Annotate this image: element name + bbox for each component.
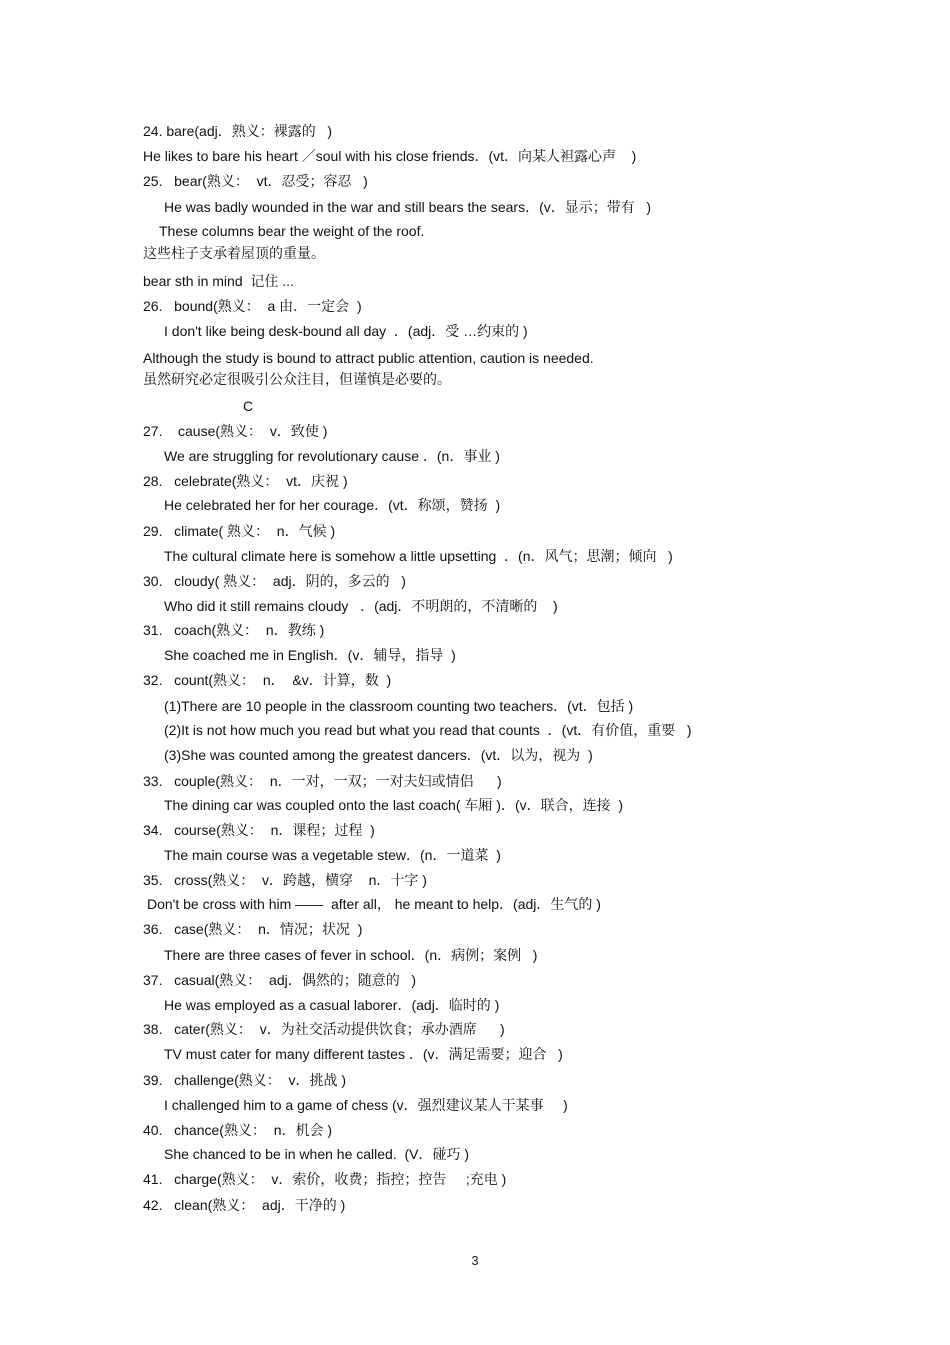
entry-32-example-3: (3)She was counted among the greatest dancers．(vt．以为，视为 ) — [164, 747, 593, 763]
entry-27-heading: 27. cause(熟义： v．致使 ) — [143, 423, 328, 439]
entry-37-example: He was employed as a casual laborer．(adj．临时的 ) — [164, 997, 500, 1013]
entry-24-heading: 24. bare(adj．熟义：裸露的 ) — [143, 123, 333, 139]
entry-30-example: Who did it still remains cloudy ．(adj．不明朗的，不清晰的 ) — [164, 598, 558, 614]
entry-26-heading: 26. bound(熟义： a 由．一定会 ) — [143, 298, 362, 314]
entry-26-example-1: I don't like being desk-bound all day ．(adj．受 …约束的 ) — [164, 323, 528, 339]
entry-29-example: The cultural climate here is somehow a little upsetting ．(n．风气；思潮；倾向 ) — [164, 548, 673, 564]
entry-41-heading: 41. charge(熟义： v．索价，收费；指控；控告 ;充电 ) — [143, 1171, 507, 1187]
entry-38-example: TV must cater for many different tastes ．(v．满足需要；迎合 ) — [164, 1046, 563, 1062]
entry-35-heading: 35. cross(熟义： v．跨越，横穿 n．十字 ) — [143, 872, 427, 888]
entry-25-translation: 这些柱子支承着屋顶的重量。 — [143, 245, 325, 261]
entry-40-example: She chanced to be in when he called. (V．碰巧 ) — [164, 1146, 470, 1162]
entry-33-heading: 33. couple(熟义： n．一对，一双；一对夫妇或情侣 ) — [143, 773, 502, 789]
entry-36-heading: 36. case(熟义： n．情况；状况 ) — [143, 921, 363, 937]
entry-40-heading: 40. chance(熟义： n．机会 ) — [143, 1122, 333, 1138]
entry-39-heading: 39. challenge(熟义： v．挑战 ) — [143, 1072, 347, 1088]
entry-30-heading: 30. cloudy( 熟义： adj．阴的，多云的 ) — [143, 573, 406, 589]
entry-33-example: The dining car was coupled onto the last coach( 车厢 )．(v．联合，连接 ) — [164, 797, 624, 813]
entry-26-translation: 虽然研究必定很吸引公众注目，但谨慎是必要的。 — [143, 371, 451, 387]
entry-31-heading: 31. coach(熟义： n．教练 ) — [143, 622, 325, 638]
entry-39-example: I challenged him to a game of chess (v．强烈建议某人干某事 ) — [164, 1097, 568, 1113]
entry-31-example: She coached me in English．(v．辅导，指导 ) — [164, 647, 456, 663]
entry-34-heading: 34. course(熟义： n．课程；过程 ) — [143, 822, 375, 838]
entry-29-heading: 29. climate( 熟义： n．气候 ) — [143, 523, 336, 539]
entry-32-example-2: (2)It is not how much you read but what you read that counts ．(vt．有价值，重要 ) — [164, 722, 692, 738]
entry-26-example-2: Although the study is bound to attract public attention, caution is needed. — [143, 350, 594, 366]
entry-25-example-1: He was badly wounded in the war and still bears the sears．(v．显示；带有 ) — [164, 199, 652, 215]
page-number: 3 — [471, 1253, 479, 1268]
entry-36-example: There are three cases of fever in school．(n．病例；案例 ) — [164, 947, 538, 963]
entry-25-phrase: bear sth in mind 记住 ... — [143, 273, 294, 289]
entry-42-heading: 42. clean(熟义： adj．干净的 ) — [143, 1197, 346, 1213]
entry-25-example-2: These columns bear the weight of the roof. — [159, 223, 425, 239]
entry-35-example: Don't be cross with him —— after all， he meant to help．(adj．生气的 ) — [147, 896, 601, 912]
entry-24-example: He likes to bare his heart ／soul with his close friends．(vt．向某人袒露心声 ) — [143, 148, 637, 164]
entry-37-heading: 37. casual(熟义： adj．偶然的；随意的 ) — [143, 972, 417, 988]
entry-28-heading: 28. celebrate(熟义： vt．庆祝 ) — [143, 473, 348, 489]
section-letter-c: C — [243, 398, 254, 414]
entry-32-example-1: (1)There are 10 people in the classroom counting two teachers．(vt．包括 ) — [164, 698, 634, 714]
entry-27-example: We are struggling for revolutionary cause ．(n．事业 ) — [164, 448, 500, 464]
entry-34-example: The main course was a vegetable stew．(n．一道菜 ) — [164, 847, 501, 863]
entry-25-heading: 25. bear(熟义： vt．忍受；容忍 ) — [143, 173, 368, 189]
entry-28-example: He celebrated her for her courage．(vt．称颂，赞扬 ) — [164, 497, 501, 513]
entry-38-heading: 38. cater(熟义： v．为社交活动提供饮食；承办酒席 ) — [143, 1021, 505, 1037]
entry-32-heading: 32. count(熟义： n． &v．计算，数 ) — [143, 672, 392, 688]
